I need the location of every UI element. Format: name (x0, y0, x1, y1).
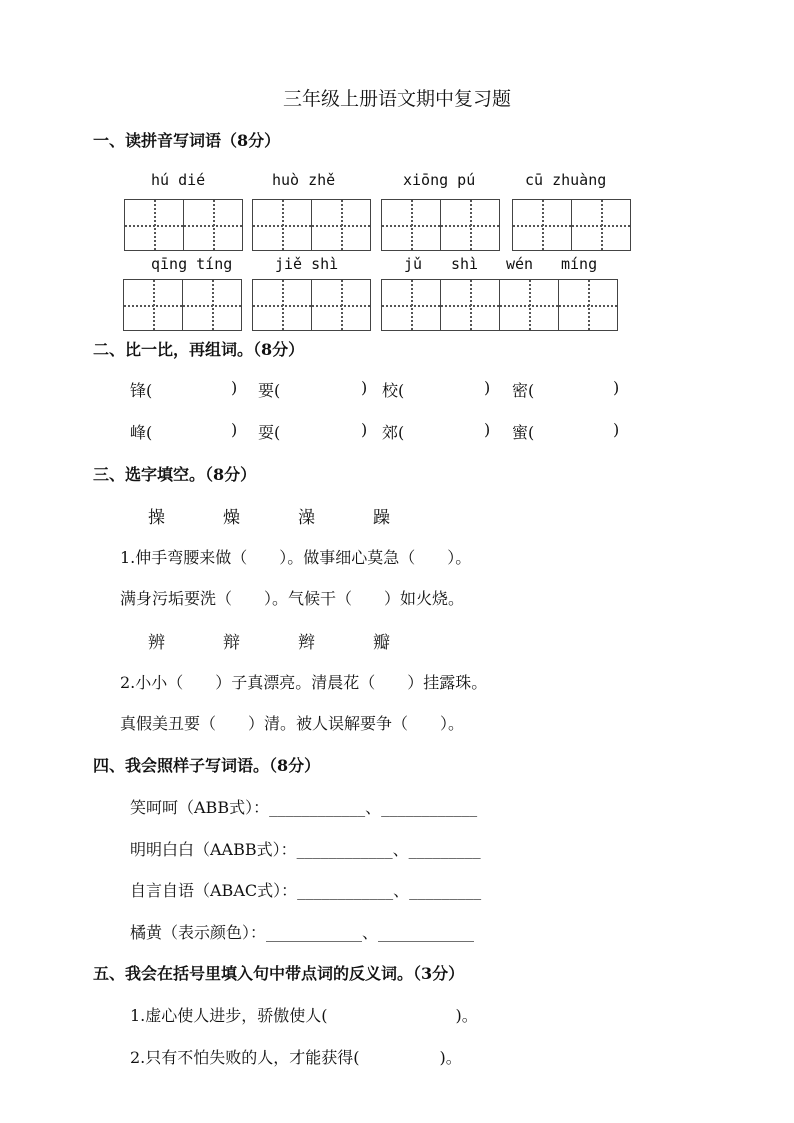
pinyin-label: qīng tíng (151, 255, 233, 273)
fill-line: 满身污垢要洗（ ）。气候干（ ）如火烧。 (120, 589, 465, 608)
writing-grid-box[interactable] (512, 199, 630, 251)
writing-grid-box[interactable] (124, 199, 242, 251)
section-5-heading: 五、我会在括号里填入句中带点词的反义词。（3分） (93, 964, 465, 983)
page-title: 三年级上册语文期中复习题 (282, 88, 511, 110)
pinyin-label: wén (506, 255, 534, 273)
char-choice: 辫 (298, 633, 315, 653)
word-pattern-line: 明明白白（AABB式）：____________、_________ (130, 840, 481, 859)
fill-line: 真假美丑要（ ）清。被人误解要争（ ）。 (120, 714, 465, 733)
compare-item-close: ) (231, 420, 238, 439)
writing-cell[interactable] (252, 279, 312, 331)
writing-cell[interactable] (311, 199, 371, 251)
compare-item-close: ) (484, 420, 491, 439)
writing-grid-box[interactable] (381, 279, 617, 331)
writing-grid-box[interactable] (381, 199, 499, 251)
pinyin-label: jiě shì (275, 255, 339, 273)
pinyin-label: huò zhě (272, 171, 336, 189)
writing-grid-box[interactable] (252, 199, 370, 251)
char-choice: 辨 (148, 633, 165, 653)
char-choice: 澡 (298, 508, 315, 528)
pinyin-label: míng (561, 255, 598, 273)
fill-line: 1.伸手弯腰来做（ ）。做事细心莫急（ ）。 (120, 548, 472, 567)
compare-item-open: 锋( (130, 381, 153, 400)
word-pattern-line: 自言自语（ABAC式）：____________、_________ (130, 881, 482, 900)
writing-cell[interactable] (124, 199, 184, 251)
writing-cell[interactable] (381, 279, 441, 331)
compare-item-close: ) (613, 378, 620, 397)
writing-cell[interactable] (182, 279, 242, 331)
char-choice: 燥 (223, 508, 240, 528)
char-choice: 躁 (373, 508, 390, 528)
word-pattern-line: 笑呵呵（ABB式）：____________、____________ (130, 798, 478, 817)
antonym-line: 1.虚心使人进步，骄傲使人( )。 (130, 1006, 478, 1025)
compare-item-close: ) (361, 378, 368, 397)
writing-cell[interactable] (252, 199, 312, 251)
writing-cell[interactable] (440, 199, 500, 251)
writing-cell[interactable] (558, 279, 618, 331)
writing-grid-box[interactable] (252, 279, 370, 331)
compare-item-close: ) (361, 420, 368, 439)
antonym-line: 2.只有不怕失败的人，才能获得( )。 (130, 1048, 462, 1067)
word-pattern-line: 橘黄（表示颜色）：____________、____________ (130, 923, 475, 942)
compare-item-open: 校( (382, 381, 405, 400)
compare-item-open: 蜜( (512, 423, 535, 442)
char-choice: 瓣 (373, 633, 390, 653)
pinyin-label: hú dié (151, 171, 206, 189)
writing-grid-box[interactable] (123, 279, 241, 331)
fill-line: 2.小小（ ）子真漂亮。清晨花（ ）挂露珠。 (120, 673, 488, 692)
section-2-heading: 二、比一比，再组词。（8分） (93, 340, 305, 359)
compare-item-open: 密( (512, 381, 535, 400)
writing-cell[interactable] (499, 279, 559, 331)
char-choice: 操 (148, 508, 165, 528)
writing-cell[interactable] (571, 199, 631, 251)
writing-cell[interactable] (512, 199, 572, 251)
section-3-heading: 三、选字填空。（8分） (93, 465, 257, 484)
compare-item-open: 峰( (130, 423, 153, 442)
writing-cell[interactable] (311, 279, 371, 331)
writing-cell[interactable] (123, 279, 183, 331)
pinyin-label: xiōng pú (403, 171, 476, 189)
writing-cell[interactable] (440, 279, 500, 331)
compare-item-close: ) (484, 378, 491, 397)
compare-item-close: ) (613, 420, 620, 439)
compare-item-open: 郊( (382, 423, 405, 442)
char-choices-2 (148, 628, 390, 653)
pinyin-label: jǔ (404, 255, 423, 273)
writing-cell[interactable] (183, 199, 243, 251)
pinyin-label: cū zhuàng (525, 171, 607, 189)
section-1-heading: 一、读拼音写词语（8分） (93, 131, 281, 150)
compare-item-open: 要( (258, 381, 281, 400)
pinyin-label: shì (451, 255, 479, 273)
char-choice: 辩 (223, 633, 240, 653)
section-4-heading: 四、我会照样子写词语。（8分） (93, 756, 321, 775)
writing-cell[interactable] (381, 199, 441, 251)
compare-item-open: 耍( (258, 423, 281, 442)
compare-item-close: ) (231, 378, 238, 397)
char-choices-1 (148, 503, 390, 528)
